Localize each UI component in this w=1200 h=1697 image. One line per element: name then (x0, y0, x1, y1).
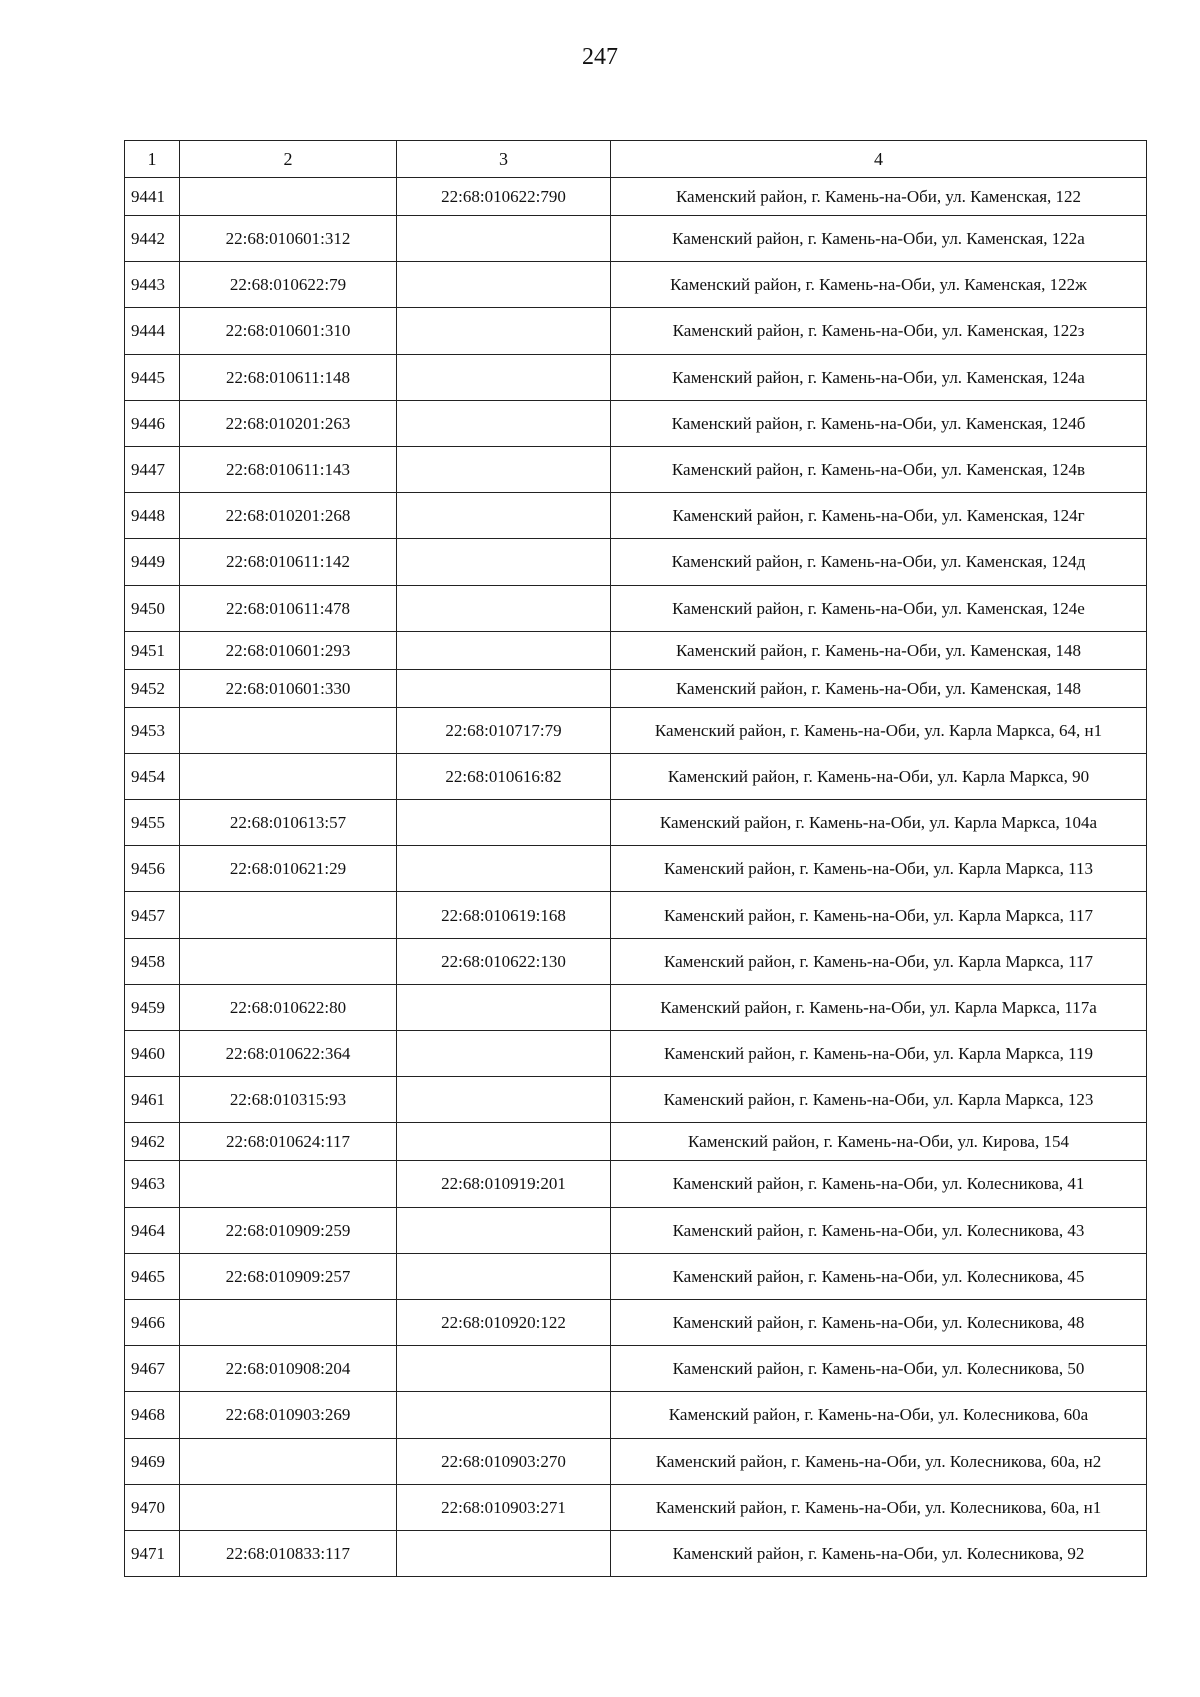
address-cell: Каменский район, г. Камень-на-Оби, ул. Карла Маркса, 117 (611, 892, 1147, 938)
cadastral-number-alt-cell (397, 669, 611, 707)
address-cell: Каменский район, г. Камень-на-Оби, ул. Колесникова, 43 (611, 1207, 1147, 1253)
row-number-cell: 9442 (125, 216, 180, 262)
address-cell: Каменский район, г. Камень-на-Оби, ул. Карла Маркса, 104а (611, 800, 1147, 846)
cadastral-number-cell (180, 892, 397, 938)
row-number-cell: 9452 (125, 669, 180, 707)
table-row (125, 539, 1147, 585)
address-cell: Каменский район, г. Камень-на-Оби, ул. Каменская, 122 (611, 178, 1147, 216)
cadastral-number-alt-cell (397, 800, 611, 846)
cadastral-number-cell: 22:68:010622:79 (180, 262, 397, 308)
row-number-cell: 9444 (125, 308, 180, 354)
row-number-cell: 9445 (125, 354, 180, 400)
table-row (125, 1438, 1147, 1484)
cadastral-number-cell: 22:68:010908:204 (180, 1346, 397, 1392)
address-cell: Каменский район, г. Камень-на-Оби, ул. Колесникова, 60а, н1 (611, 1484, 1147, 1530)
cadastral-number-cell: 22:68:010833:117 (180, 1530, 397, 1576)
address-cell: Каменский район, г. Камень-на-Оби, ул. Колесникова, 60а (611, 1392, 1147, 1438)
row-number-cell: 9453 (125, 707, 180, 753)
cadastral-number-alt-cell (397, 1123, 611, 1161)
cadastral-number-cell: 22:68:010909:259 (180, 1207, 397, 1253)
row-number-cell: 9446 (125, 400, 180, 446)
row-number-cell: 9468 (125, 1392, 180, 1438)
table-row (125, 308, 1147, 354)
cadastral-number-alt-cell (397, 539, 611, 585)
table-row (125, 178, 1147, 216)
address-cell: Каменский район, г. Камень-на-Оби, ул. Карла Маркса, 123 (611, 1077, 1147, 1123)
cadastral-number-alt-cell: 22:68:010619:168 (397, 892, 611, 938)
cadastral-number-alt-cell (397, 846, 611, 892)
cadastral-number-alt-cell (397, 1207, 611, 1253)
table-row (125, 938, 1147, 984)
table-row (125, 1253, 1147, 1299)
table-row (125, 216, 1147, 262)
page-number: 247 (582, 44, 618, 70)
cadastral-number-alt-cell: 22:68:010903:270 (397, 1438, 611, 1484)
table-row (125, 631, 1147, 669)
address-cell: Каменский район, г. Камень-на-Оби, ул. Каменская, 124а (611, 354, 1147, 400)
address-cell: Каменский район, г. Камень-на-Оби, ул. Каменская, 124б (611, 400, 1147, 446)
address-cell: Каменский район, г. Камень-на-Оби, ул. Кирова, 154 (611, 1123, 1147, 1161)
cadastral-number-alt-cell (397, 1031, 611, 1077)
row-number-cell: 9448 (125, 493, 180, 539)
cadastral-number-cell: 22:68:010201:263 (180, 400, 397, 446)
address-cell: Каменский район, г. Камень-на-Оби, ул. Карла Маркса, 117а (611, 984, 1147, 1030)
table-row (125, 984, 1147, 1030)
cadastral-number-alt-cell (397, 984, 611, 1030)
table-row (125, 585, 1147, 631)
cadastral-number-cell: 22:68:010611:478 (180, 585, 397, 631)
table-row (125, 846, 1147, 892)
address-cell: Каменский район, г. Камень-на-Оби, ул. Каменская, 122ж (611, 262, 1147, 308)
address-cell: Каменский район, г. Камень-на-Оби, ул. Карла Маркса, 64, н1 (611, 707, 1147, 753)
address-cell: Каменский район, г. Камень-на-Оби, ул. Колесникова, 45 (611, 1253, 1147, 1299)
cadastral-number-alt-cell (397, 1530, 611, 1576)
cadastral-number-alt-cell: 22:68:010616:82 (397, 753, 611, 799)
row-number-cell: 9441 (125, 178, 180, 216)
cadastral-number-cell: 22:68:010611:143 (180, 446, 397, 492)
cadastral-number-cell: 22:68:010621:29 (180, 846, 397, 892)
row-number-cell: 9454 (125, 753, 180, 799)
cadastral-number-cell: 22:68:010622:80 (180, 984, 397, 1030)
address-cell: Каменский район, г. Камень-на-Оби, ул. Карла Маркса, 117 (611, 938, 1147, 984)
row-number-cell: 9461 (125, 1077, 180, 1123)
column-header-3: 3 (397, 141, 611, 178)
table-row (125, 1031, 1147, 1077)
cadastral-number-alt-cell: 22:68:010717:79 (397, 707, 611, 753)
table-row (125, 800, 1147, 846)
cadastral-number-cell: 22:68:010315:93 (180, 1077, 397, 1123)
cadastral-number-cell (180, 1438, 397, 1484)
row-number-cell: 9471 (125, 1530, 180, 1576)
address-cell: Каменский район, г. Камень-на-Оби, ул. Каменская, 124д (611, 539, 1147, 585)
address-cell: Каменский район, г. Камень-на-Оби, ул. Колесникова, 60а, н2 (611, 1438, 1147, 1484)
table-row (125, 1299, 1147, 1345)
cadastral-number-alt-cell (397, 1253, 611, 1299)
table-row (125, 1484, 1147, 1530)
address-cell: Каменский район, г. Камень-на-Оби, ул. Каменская, 148 (611, 631, 1147, 669)
cadastral-number-cell: 22:68:010601:330 (180, 669, 397, 707)
cadastral-number-alt-cell (397, 400, 611, 446)
address-cell: Каменский район, г. Камень-на-Оби, ул. Колесникова, 48 (611, 1299, 1147, 1345)
column-header-1: 1 (125, 141, 180, 178)
row-number-cell: 9459 (125, 984, 180, 1030)
table-row (125, 1530, 1147, 1576)
row-number-cell: 9449 (125, 539, 180, 585)
register-table (124, 140, 1147, 1577)
table-row (125, 1346, 1147, 1392)
cadastral-number-cell: 22:68:010622:364 (180, 1031, 397, 1077)
table-row (125, 1161, 1147, 1207)
cadastral-number-cell: 22:68:010601:312 (180, 216, 397, 262)
table-row (125, 892, 1147, 938)
address-cell: Каменский район, г. Камень-на-Оби, ул. Колесникова, 41 (611, 1161, 1147, 1207)
cadastral-number-alt-cell (397, 493, 611, 539)
cadastral-number-cell (180, 178, 397, 216)
cadastral-number-cell: 22:68:010611:148 (180, 354, 397, 400)
cadastral-number-alt-cell (397, 1346, 611, 1392)
row-number-cell: 9464 (125, 1207, 180, 1253)
address-cell: Каменский район, г. Камень-на-Оби, ул. Каменская, 122а (611, 216, 1147, 262)
row-number-cell: 9451 (125, 631, 180, 669)
row-number-cell: 9450 (125, 585, 180, 631)
row-number-cell: 9460 (125, 1031, 180, 1077)
cadastral-number-cell (180, 1299, 397, 1345)
table-header-row (125, 141, 1147, 178)
address-cell: Каменский район, г. Камень-на-Оби, ул. Карла Маркса, 119 (611, 1031, 1147, 1077)
table-row (125, 354, 1147, 400)
row-number-cell: 9466 (125, 1299, 180, 1345)
cadastral-number-alt-cell (397, 308, 611, 354)
table-row (125, 1392, 1147, 1438)
cadastral-number-cell (180, 1484, 397, 1530)
cadastral-number-alt-cell (397, 585, 611, 631)
table-row (125, 1207, 1147, 1253)
table-row (125, 1123, 1147, 1161)
table-row (125, 446, 1147, 492)
cadastral-number-cell (180, 707, 397, 753)
address-cell: Каменский район, г. Камень-на-Оби, ул. Каменская, 124г (611, 493, 1147, 539)
cadastral-number-alt-cell (397, 1392, 611, 1438)
table-row (125, 753, 1147, 799)
row-number-cell: 9456 (125, 846, 180, 892)
row-number-cell: 9443 (125, 262, 180, 308)
table-row (125, 669, 1147, 707)
table-row (125, 707, 1147, 753)
row-number-cell: 9469 (125, 1438, 180, 1484)
table-body (125, 178, 1147, 1577)
cadastral-number-cell: 22:68:010201:268 (180, 493, 397, 539)
table-row (125, 1077, 1147, 1123)
cadastral-number-alt-cell (397, 354, 611, 400)
cadastral-number-cell: 22:68:010601:293 (180, 631, 397, 669)
cadastral-number-cell (180, 1161, 397, 1207)
address-cell: Каменский район, г. Камень-на-Оби, ул. Колесникова, 50 (611, 1346, 1147, 1392)
cadastral-number-alt-cell (397, 262, 611, 308)
cadastral-number-alt-cell (397, 216, 611, 262)
address-cell: Каменский район, г. Камень-на-Оби, ул. Каменская, 148 (611, 669, 1147, 707)
cadastral-number-alt-cell: 22:68:010622:790 (397, 178, 611, 216)
row-number-cell: 9462 (125, 1123, 180, 1161)
table-row (125, 400, 1147, 446)
cadastral-number-alt-cell: 22:68:010920:122 (397, 1299, 611, 1345)
cadastral-number-cell: 22:68:010903:269 (180, 1392, 397, 1438)
cadastral-number-alt-cell (397, 631, 611, 669)
cadastral-number-cell: 22:68:010909:257 (180, 1253, 397, 1299)
cadastral-number-cell: 22:68:010601:310 (180, 308, 397, 354)
cadastral-number-cell: 22:68:010624:117 (180, 1123, 397, 1161)
row-number-cell: 9447 (125, 446, 180, 492)
cadastral-number-alt-cell (397, 1077, 611, 1123)
cadastral-number-cell: 22:68:010611:142 (180, 539, 397, 585)
row-number-cell: 9455 (125, 800, 180, 846)
column-header-4: 4 (611, 141, 1147, 178)
cadastral-number-cell (180, 938, 397, 984)
cadastral-number-cell (180, 753, 397, 799)
cadastral-number-alt-cell: 22:68:010622:130 (397, 938, 611, 984)
address-cell: Каменский район, г. Камень-на-Оби, ул. Колесникова, 92 (611, 1530, 1147, 1576)
cadastral-number-cell: 22:68:010613:57 (180, 800, 397, 846)
cadastral-number-alt-cell (397, 446, 611, 492)
address-cell: Каменский район, г. Камень-на-Оби, ул. Каменская, 122з (611, 308, 1147, 354)
row-number-cell: 9467 (125, 1346, 180, 1392)
address-cell: Каменский район, г. Камень-на-Оби, ул. Каменская, 124е (611, 585, 1147, 631)
cadastral-number-alt-cell: 22:68:010919:201 (397, 1161, 611, 1207)
address-cell: Каменский район, г. Камень-на-Оби, ул. Карла Маркса, 113 (611, 846, 1147, 892)
cadastral-number-alt-cell: 22:68:010903:271 (397, 1484, 611, 1530)
row-number-cell: 9465 (125, 1253, 180, 1299)
row-number-cell: 9457 (125, 892, 180, 938)
row-number-cell: 9463 (125, 1161, 180, 1207)
row-number-cell: 9458 (125, 938, 180, 984)
table-row (125, 262, 1147, 308)
row-number-cell: 9470 (125, 1484, 180, 1530)
column-header-2: 2 (180, 141, 397, 178)
address-cell: Каменский район, г. Камень-на-Оби, ул. Карла Маркса, 90 (611, 753, 1147, 799)
table-row (125, 493, 1147, 539)
address-cell: Каменский район, г. Камень-на-Оби, ул. Каменская, 124в (611, 446, 1147, 492)
